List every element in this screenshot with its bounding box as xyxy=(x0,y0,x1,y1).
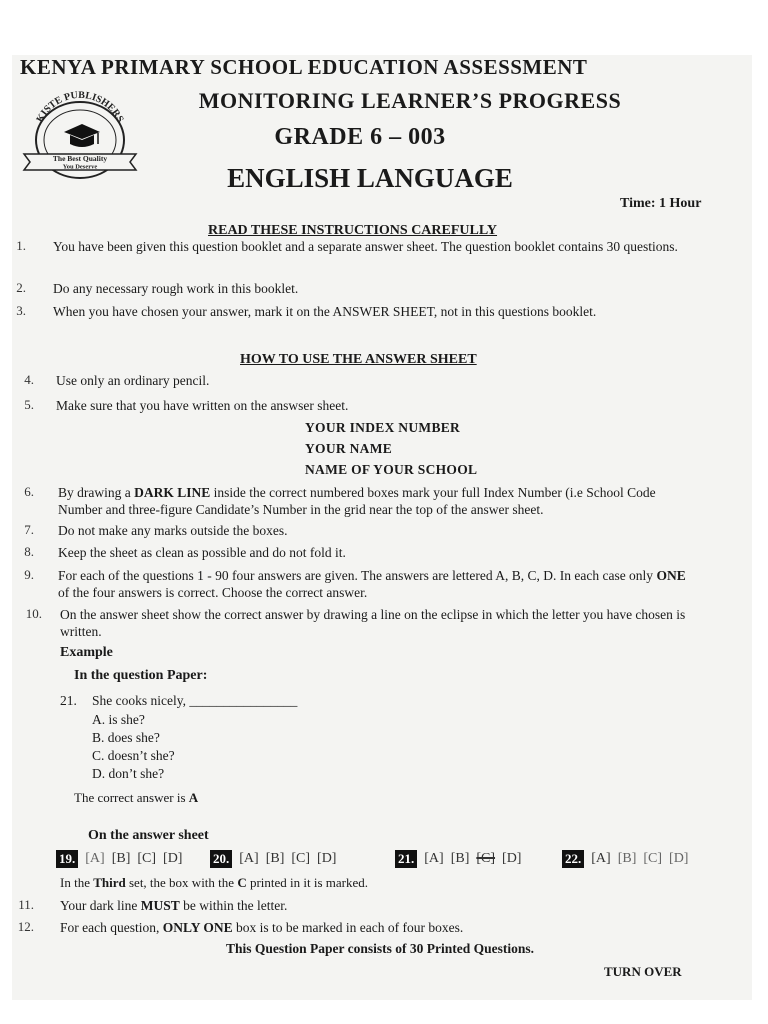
example-question-text: She cooks nicely, ________________ xyxy=(92,693,298,708)
svg-text:The Best Quality: The Best Quality xyxy=(52,154,108,163)
field-index-number: YOUR INDEX NUMBER xyxy=(305,420,461,435)
item-number: 6. xyxy=(24,484,34,499)
item-number: 1. xyxy=(16,238,26,253)
instruction-8: Keep the sheet as clean as possible and do not fold it. xyxy=(58,545,346,560)
header-line-2: MONITORING LEARNER’S PROGRESS xyxy=(198,88,622,113)
marked-box-note: In the Third set, the box with the C printed in it is marked. xyxy=(60,875,369,890)
instruction-7: Do not make any marks outside the boxes. xyxy=(58,523,288,538)
instruction-9: For each of the questions 1 - 90 four answers are given. The answers are lettered A, B, C, D. In each case only ONE of the four answers is correct. Choose the correct answer. xyxy=(58,568,686,600)
answer-set-number: 19. xyxy=(56,850,78,868)
answer-box-c: [C] xyxy=(291,851,311,866)
answer-set-number: 20. xyxy=(210,850,232,868)
answer-set-number: 21. xyxy=(395,850,417,868)
instruction-10: On the answer sheet show the correct answer by drawing a line on the eclipse in which the letter you have chosen is written. xyxy=(60,607,686,639)
answer-box-a: [A] xyxy=(85,851,105,866)
instruction-12: For each question, ONLY ONE box is to be marked in each of four boxes. xyxy=(60,920,464,935)
answer-box-a: [A] xyxy=(239,851,259,866)
instruction-5: Make sure that you have written on the answser sheet. xyxy=(56,398,349,413)
answer-set-20 xyxy=(210,850,336,868)
instruction-6: By drawing a DARK LINE inside the correct numbered boxes mark your full Index Number (i.e School Code Number and three-figure Candidate’s Number in the grid near the top of the answer sheet. xyxy=(58,485,656,517)
answer-box-a: [A] xyxy=(424,851,444,866)
answer-box-c: [C] xyxy=(643,851,663,866)
answer-box-d: [D] xyxy=(163,851,183,866)
example-option-b: B. does she? xyxy=(92,730,160,745)
publisher-logo xyxy=(20,82,140,182)
field-school-name: NAME OF YOUR SCHOOL xyxy=(305,462,478,477)
item-number: 3. xyxy=(16,303,26,318)
time-allowed: Time: 1 Hour xyxy=(620,196,702,211)
header-line-1: KENYA PRIMARY SCHOOL EDUCATION ASSESSMENT xyxy=(20,55,588,79)
instruction-3: When you have chosen your answer, mark it on the ANSWER SHEET, not in this questions booklet. xyxy=(53,304,597,319)
answer-box-b: [B] xyxy=(265,851,285,866)
printed-questions-note: This Question Paper consists of 30 Printed Questions. xyxy=(225,941,535,956)
example-option-c: C. doesn’t she? xyxy=(92,748,175,763)
answer-set-19 xyxy=(56,850,182,868)
answer-box-a: [A] xyxy=(591,851,611,866)
answer-sheet-heading: HOW TO USE THE ANSWER SHEET xyxy=(240,352,477,367)
answer-box-b: [B] xyxy=(111,851,131,866)
example-label: Example xyxy=(60,645,113,660)
answer-box-c-marked: [C] xyxy=(476,851,496,866)
subject-title: ENGLISH LANGUAGE xyxy=(227,163,513,193)
svg-text:KISTE PUBLISHERS: KISTE PUBLISHERS xyxy=(34,89,126,125)
answer-box-d: [D] xyxy=(669,851,689,866)
example-option-d: D. don’t she? xyxy=(92,766,165,781)
svg-text:You Deserve: You Deserve xyxy=(62,163,98,171)
question-paper-label: In the question Paper: xyxy=(74,668,208,683)
item-number: 12. xyxy=(17,919,34,934)
answer-box-b: [B] xyxy=(450,851,470,866)
correct-answer-note: The correct answer is A xyxy=(74,790,199,805)
item-number: 8. xyxy=(24,544,34,559)
item-number: 11. xyxy=(18,897,34,912)
answer-set-number: 22. xyxy=(562,850,584,868)
answer-set-21 xyxy=(395,850,521,868)
field-name: YOUR NAME xyxy=(305,441,393,456)
instruction-4: Use only an ordinary pencil. xyxy=(56,373,210,388)
turn-over: TURN OVER xyxy=(604,964,682,979)
item-number: 5. xyxy=(24,397,34,412)
answer-box-d: [D] xyxy=(502,851,522,866)
item-number: 9. xyxy=(24,567,34,582)
item-number: 7. xyxy=(24,522,34,537)
example-option-a: A. is she? xyxy=(92,712,145,727)
answer-set-22 xyxy=(562,850,688,868)
example-question-number: 21. xyxy=(60,693,77,708)
header-grade: GRADE 6 – 003 xyxy=(274,124,446,150)
instruction-1: You have been given this question booklet and a separate answer sheet. The question booklet contains 30 questions. xyxy=(53,239,678,254)
item-number: 2. xyxy=(16,280,26,295)
answer-box-d: [D] xyxy=(317,851,337,866)
answer-sheet-label: On the answer sheet xyxy=(88,828,209,843)
item-number: 4. xyxy=(24,372,34,387)
answer-box-b: [B] xyxy=(617,851,637,866)
answer-box-c: [C] xyxy=(137,851,157,866)
instructions-heading: READ THESE INSTRUCTIONS CAREFULLY xyxy=(208,223,498,238)
item-number: 10. xyxy=(25,606,42,621)
instruction-11: Your dark line MUST be within the letter. xyxy=(60,898,288,913)
instruction-2: Do any necessary rough work in this booklet. xyxy=(53,281,299,296)
